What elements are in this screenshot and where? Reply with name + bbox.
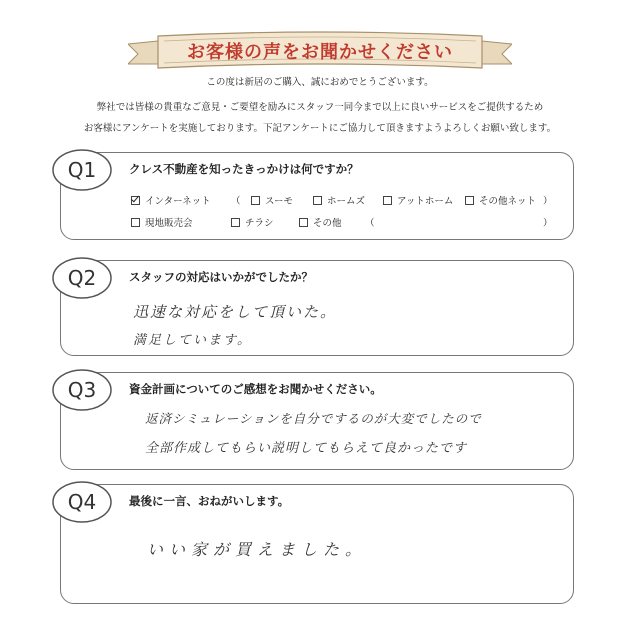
page-title: お客様の声をお聞かせください: [187, 42, 453, 63]
paren-open: （: [231, 196, 241, 207]
option-label: ホームズ: [327, 196, 366, 207]
q2-label: Q2: [67, 266, 97, 290]
option-label: その他: [313, 218, 342, 229]
q2-answer-line-1: 迅速な対応をして頂いた。: [133, 303, 338, 321]
checkbox[interactable]: [131, 218, 140, 227]
title-banner: [128, 30, 512, 76]
q1-badge: [51, 147, 117, 193]
option-label: チラシ: [245, 218, 274, 229]
q1-question: クレス不動産を知ったきっかけは何ですか？: [129, 162, 359, 176]
q2-badge: [51, 255, 117, 301]
q3-question: 資金計画についてのご感想をお聞かせください。: [129, 382, 382, 396]
q4-label: Q4: [67, 490, 97, 514]
paren-open: （: [365, 218, 375, 229]
checkbox[interactable]: [383, 196, 392, 205]
paren-close: ）: [543, 218, 553, 229]
checkbox-checked[interactable]: [131, 196, 140, 205]
q4-badge: [51, 479, 117, 525]
intro-line-3: お客様にアンケートを実施しております。下記アンケートにご協力して頂きますようよろしくお願い致します。: [83, 123, 557, 134]
q4-answer-line-1: いい家が買えました。: [147, 540, 368, 559]
q4-question: 最後に一言、おねがいします。: [129, 494, 290, 508]
q1-option-homes[interactable]: [313, 193, 365, 207]
q3-section: [60, 372, 574, 470]
q1-option-other[interactable]: [299, 215, 342, 229]
intro-line-2: 弊社では皆様の貴重なご意見・ご要望を励みにスタッフ一同今まで以上に良いサービスをご提供するため: [96, 102, 544, 113]
q1-section: [60, 152, 574, 240]
option-label: アットホーム: [397, 196, 454, 207]
q3-label: Q3: [67, 378, 97, 402]
q1-option-other-net[interactable]: [465, 193, 536, 207]
q1-option-open-house[interactable]: [131, 215, 193, 229]
checkbox[interactable]: [313, 196, 322, 205]
checkbox[interactable]: [231, 218, 240, 227]
q1-label: Q1: [67, 158, 97, 182]
q3-answer-line-2: 全部作成してもらい説明してもらえて良かったです: [145, 441, 468, 456]
q1-option-suumo[interactable]: [251, 193, 293, 207]
q1-option-athome[interactable]: [383, 193, 453, 207]
option-label: 現地販売会: [145, 218, 193, 229]
option-label: その他ネット: [479, 196, 537, 207]
q1-option-flyer[interactable]: [231, 215, 274, 229]
checkbox[interactable]: [299, 218, 308, 227]
option-label: スーモ: [265, 196, 294, 207]
q3-answer-line-1: 返済シミュレーションを自分でするのが大変でしたので: [145, 411, 482, 426]
paren-close: ）: [543, 196, 553, 207]
option-label: インターネット: [145, 196, 211, 207]
q4-section: [60, 484, 574, 604]
checkbox[interactable]: [251, 196, 260, 205]
checkbox[interactable]: [465, 196, 474, 205]
intro-line-1: この度は新居のご購入、誠におめでとうございます。: [206, 77, 434, 88]
q1-option-internet[interactable]: [131, 193, 211, 207]
q2-section: [60, 260, 574, 356]
q2-answer-line-2: 満足しています。: [133, 333, 252, 348]
q3-badge: [51, 367, 117, 413]
q2-question: スタッフの対応はいかがでしたか？: [129, 270, 313, 284]
